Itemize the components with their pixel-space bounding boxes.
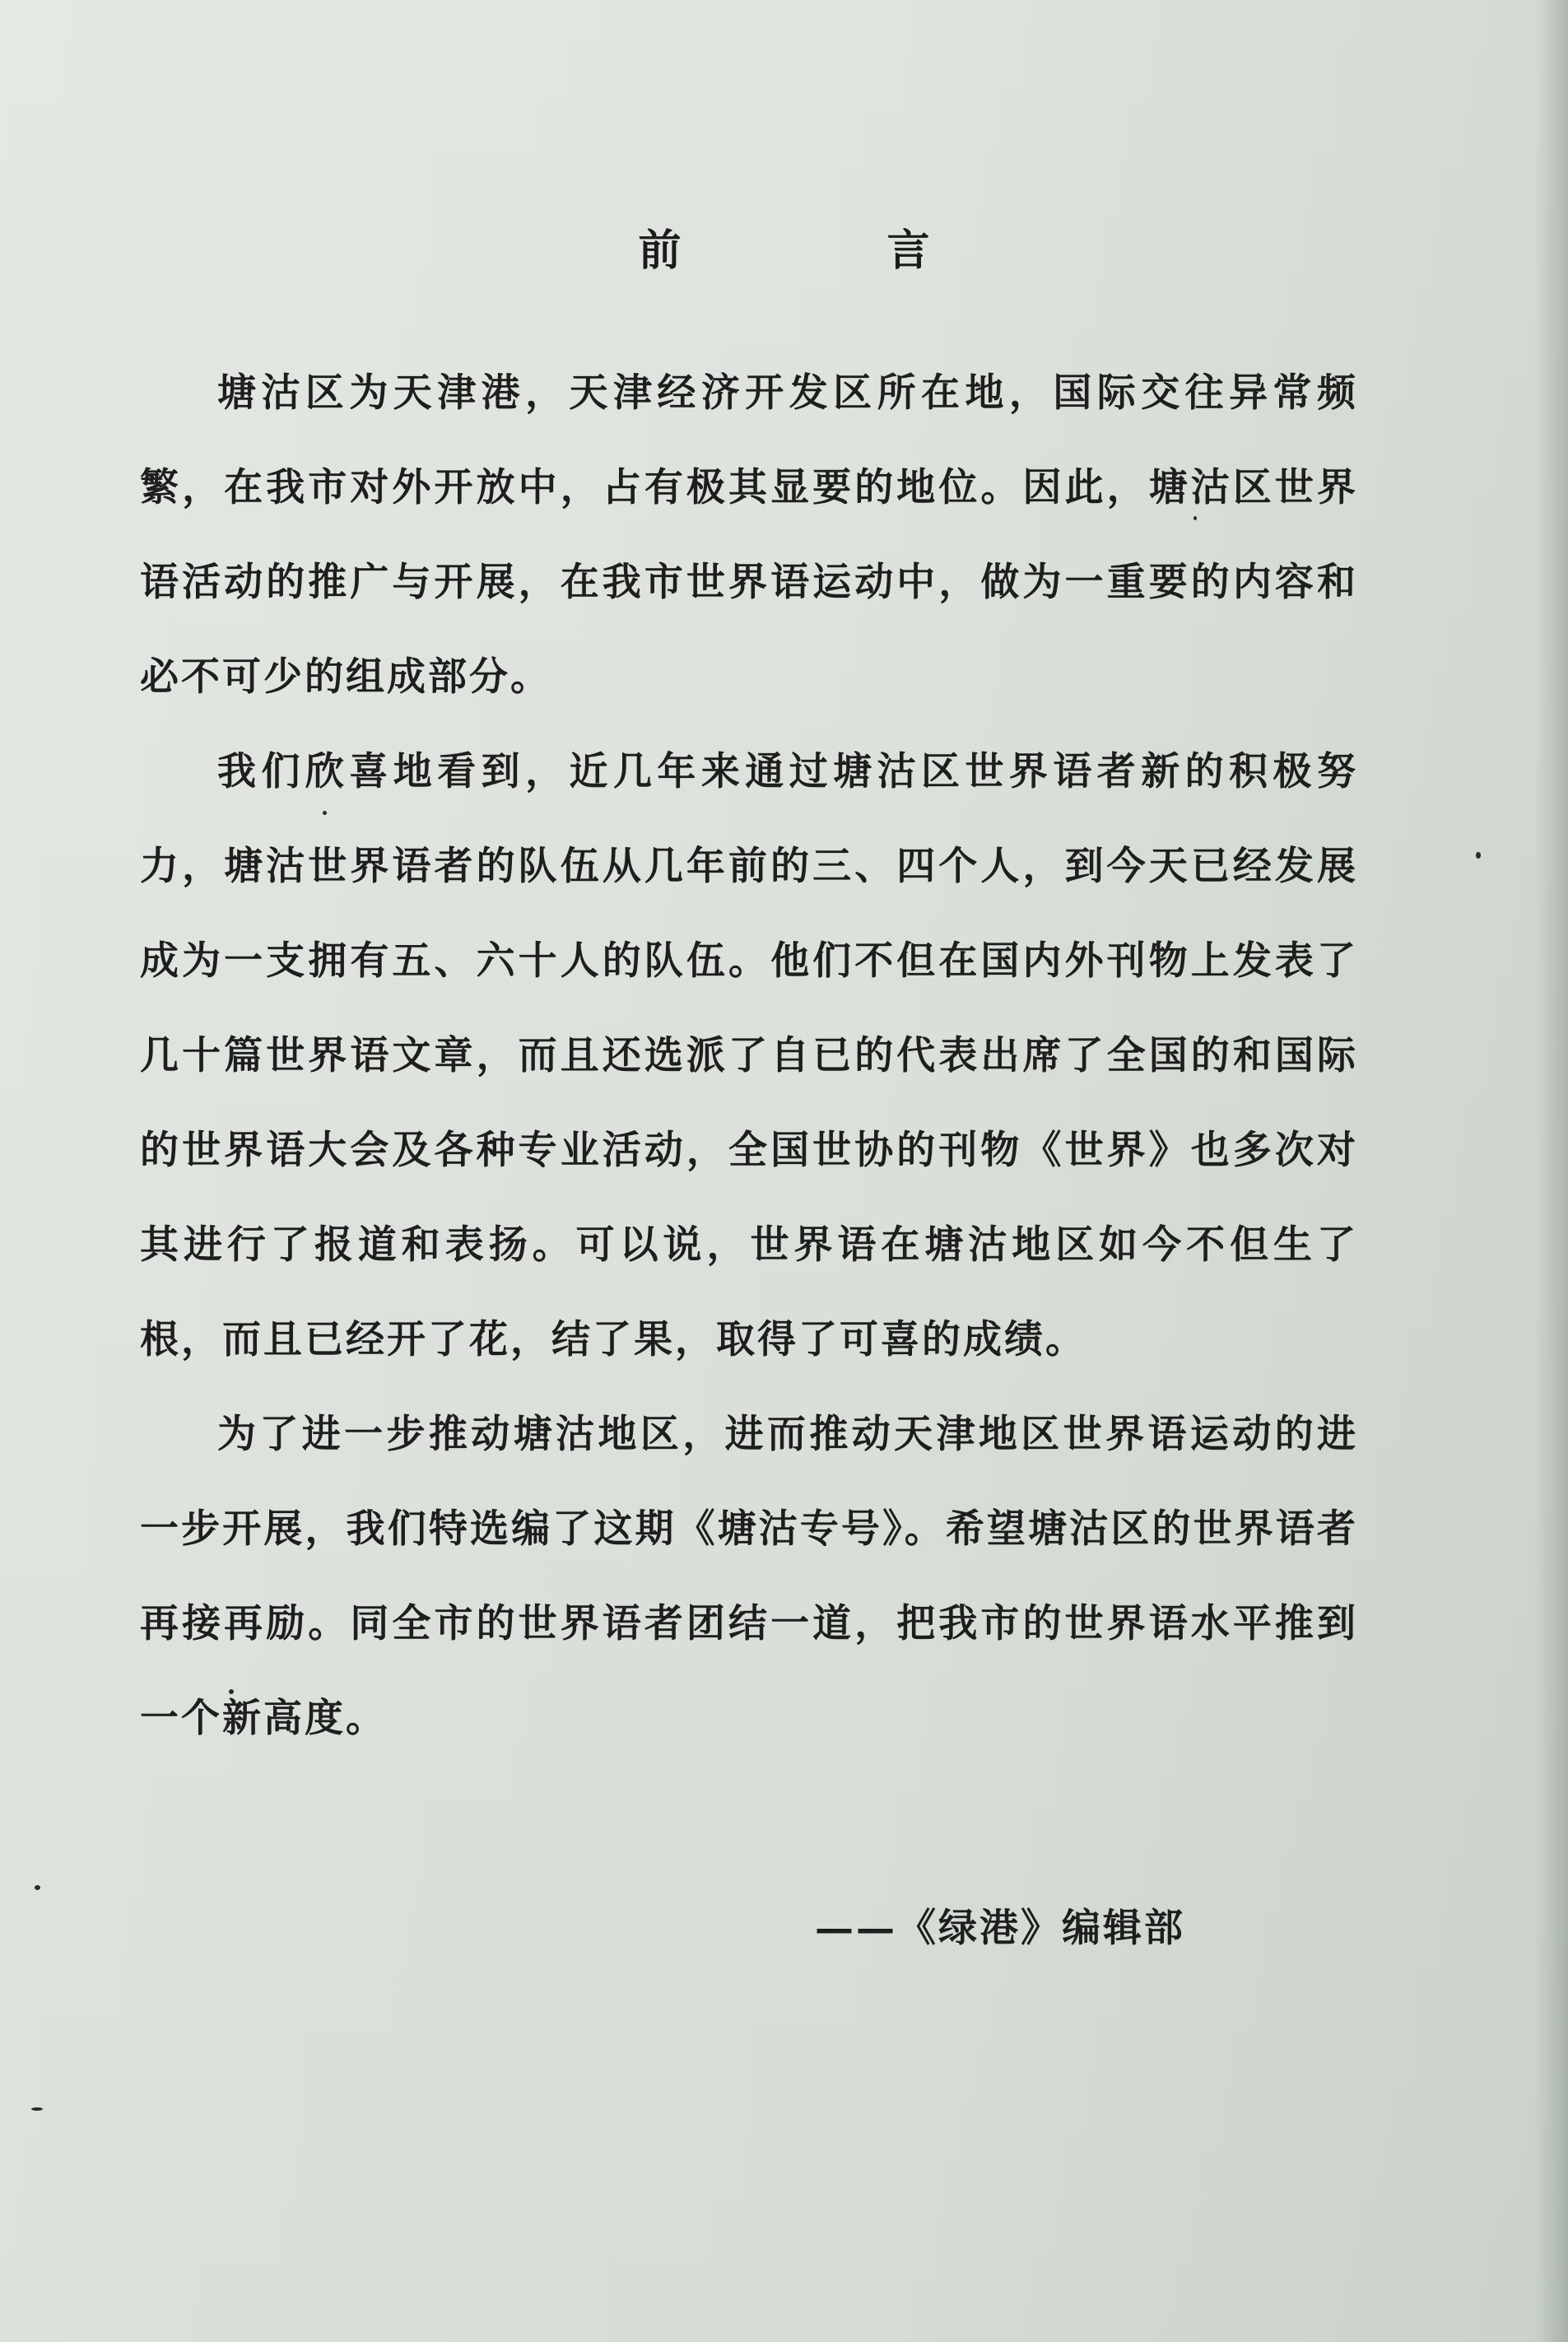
body-text [140, 346, 1358, 1766]
paragraph-1: 塘沽区为天津港，天津经济开发区所在地，国际交往异常频繁，在我市对外开放中，占有极其显要的地位。因此，塘沽区世界语活动的推广与开展，在我市世界语运动中，做为一重要的内容和必不可少的组成部分。 [140, 370, 1358, 700]
title-char-right: 言 [886, 226, 930, 276]
scan-speck [31, 2107, 43, 2111]
signature: ——《绿港》编辑部 [815, 1906, 1185, 1951]
scan-speck [1476, 852, 1481, 859]
paragraph-2: 我们欣喜地看到，近几年来通过塘沽区世界语者新的积极努力，塘沽世界语者的队伍从几年前的三、四个人，到今天已经发展成为一支拥有五、六十人的队伍。他们不但在国内外刊物上发表了几十篇世界语文章，而且还选派了自已的代表出席了全国的和国际的世界语大会及各种专业活动，全国世协的刊物《世界》也多次对其进行了报道和表扬。可以说，世界语在塘沽地区如今不但生了根，而且已经开了花，结了果，取得了可喜的成绩。 [140, 749, 1358, 1362]
paragraph-3: 为了进一步推动塘沽地区，进而推动天津地区世界语运动的进一步开展，我们特选编了这期《塘沽专号》。希望塘沽区的世界语者再接再励。同全市的世界语者团结一道，把我市的世界语水平推到一个新高度。 [140, 1412, 1358, 1741]
title-char-left: 前 [638, 226, 682, 276]
scan-speck [1193, 516, 1197, 520]
scan-speck [229, 1689, 234, 1694]
page-title [0, 216, 1568, 277]
scan-speck [323, 811, 327, 815]
scan-speck [35, 1885, 40, 1890]
page-edge-shadow [1535, 0, 1568, 2342]
